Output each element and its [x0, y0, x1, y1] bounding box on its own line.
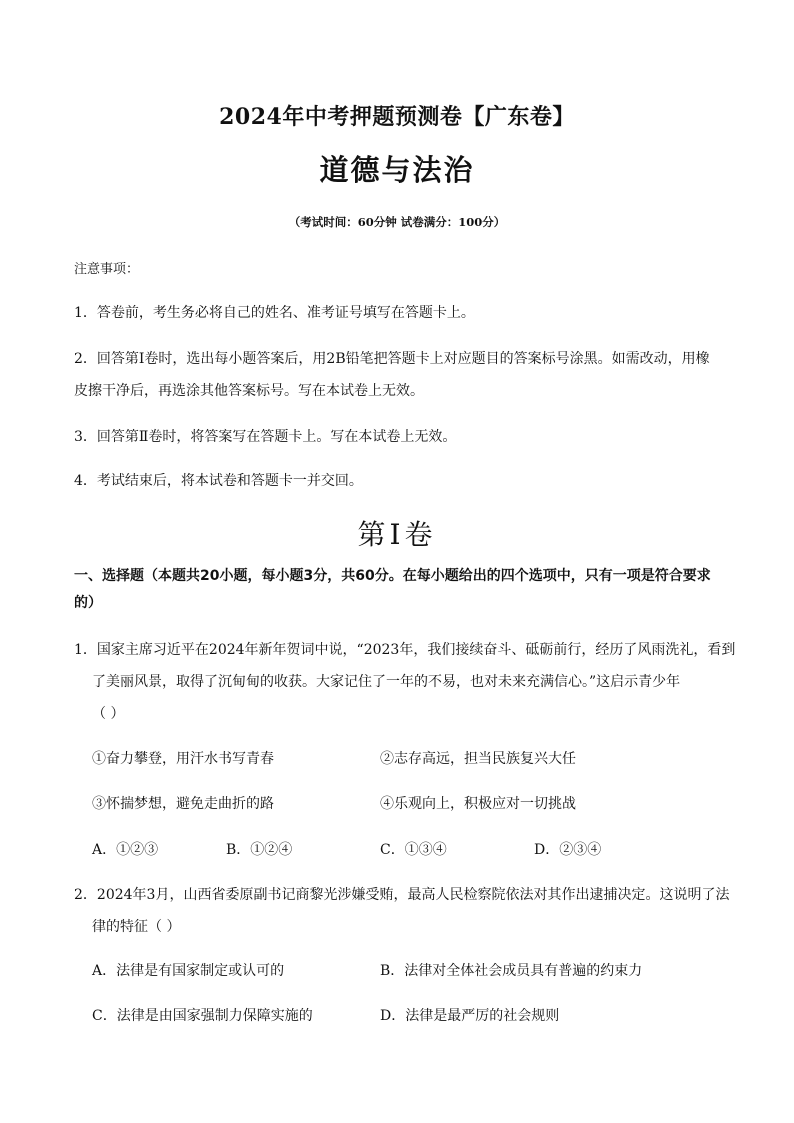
q2-option-c: C．法律是由国家强制力保障实施的 — [92, 1008, 313, 1024]
section-heading: 一、选择题（本题共20小题，每小题3分，共60分。在每小题给出的四个选项中，只有一项是符合要求 — [74, 568, 711, 584]
notice-item: 1．答卷前，考生务必将自己的姓名、准考证号填写在答题卡上。 — [74, 305, 475, 321]
q1-option-a: A．①②③ — [92, 842, 159, 858]
question-2-stem-cont: 律的特征（ ） — [92, 919, 181, 935]
exam-title: 2024年中考押题预测卷【广东卷】 — [219, 104, 575, 130]
notice-item: 皮擦干净后，再选涂其他答案标号。写在本试卷上无效。 — [74, 383, 424, 399]
q1-option-d: D．②③④ — [534, 842, 602, 858]
notice-item: 2．回答第Ⅰ卷时，选出每小题答案后，用2B铅笔把答题卡上对应题目的答案标号涂黑。如需改动，用橡 — [74, 351, 710, 367]
q2-option-d: D．法律是最严厉的社会规则 — [380, 1008, 560, 1024]
question-1-stem-cont: 了美丽风景，取得了沉甸甸的收获。大家记住了一年的不易，也对未来充满信心。”这启示青少年 — [92, 674, 681, 690]
q1-statement-1: ①奋力攀登，用汗水书写青春 — [92, 751, 274, 767]
section-heading-cont: 的） — [74, 595, 102, 611]
notice-heading: 注意事项： — [74, 262, 140, 277]
q1-statement-4: ④乐观向上，积极应对一切挑战 — [380, 796, 576, 812]
q1-option-c: C．①③④ — [380, 842, 447, 858]
subject-title: 道德与法治 — [319, 153, 475, 187]
notice-item: 3．回答第Ⅱ卷时，将答案写在答题卡上。写在本试卷上无效。 — [74, 429, 457, 445]
q1-option-b: B．①②④ — [226, 842, 293, 858]
volume-title: 第Ⅰ卷 — [357, 518, 437, 551]
time-info: （考试时间：60分钟 试卷满分：100分） — [288, 215, 506, 229]
notice-item: 4．考试结束后，将本试卷和答题卡一并交回。 — [74, 473, 363, 489]
q1-statement-3: ③怀揣梦想，避免走曲折的路 — [92, 796, 274, 812]
question-1-paren: （ ） — [92, 706, 125, 722]
q2-option-a: A．法律是有国家制定或认可的 — [92, 963, 285, 979]
question-2-stem: 2．2024年3月，山西省委原副书记商黎光涉嫌受贿，最高人民检察院依法对其作出逮捕决定。这说明了法 — [74, 887, 730, 903]
q1-statement-2: ②志存高远，担当民族复兴大任 — [380, 751, 576, 767]
question-1-stem: 1．国家主席习近平在2024年新年贺词中说，“2023年，我们接续奋斗、砥砺前行，经历了风雨洗礼，看到 — [74, 642, 736, 658]
q2-option-b: B．法律对全体社会成员具有普遍的约束力 — [380, 963, 643, 979]
